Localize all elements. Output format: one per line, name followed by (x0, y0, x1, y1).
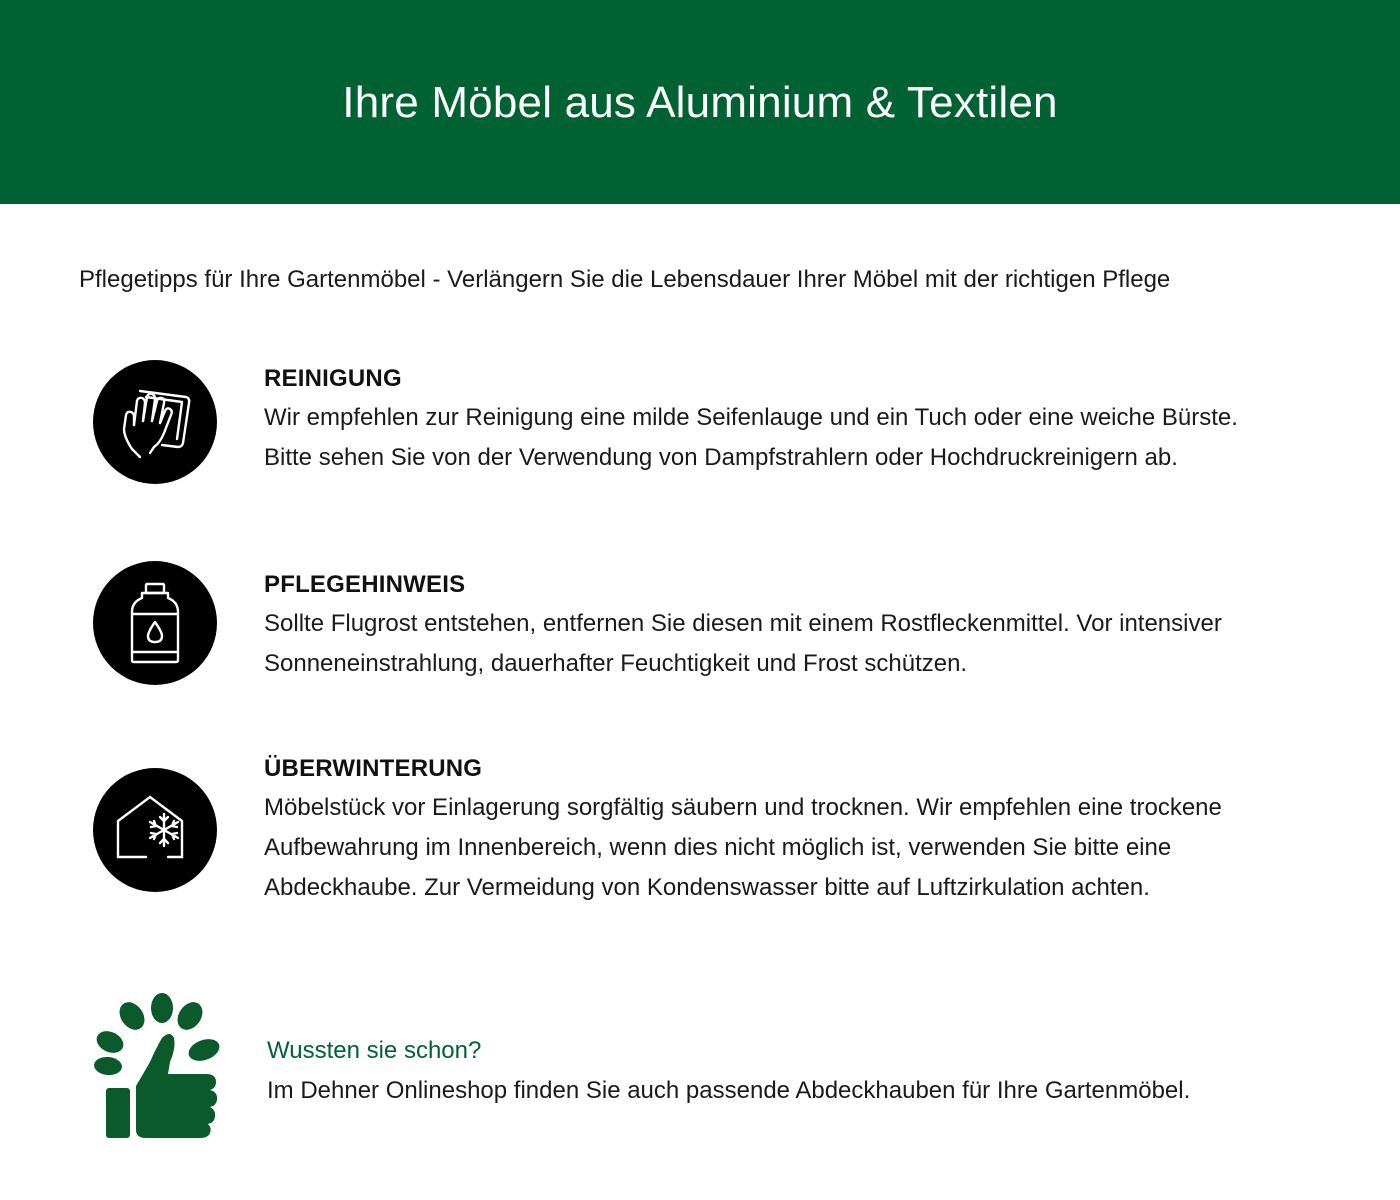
section-title: PFLEGEHINWEIS (264, 571, 466, 598)
section-title: ÜBERWINTERUNG (264, 755, 483, 782)
section-line: Möbelstück vor Einlagerung sorgfältig säubern und trocknen. Wir empfehlen eine trockene (264, 794, 1222, 821)
section-body (264, 398, 1364, 478)
tip-body: Im Dehner Onlineshop finden Sie auch passende Abdeckhauben für Ihre Gartenmöbel. (267, 1077, 1191, 1104)
section-line: Sonneneinstrahlung, dauerhafter Feuchtigkeit und Frost schützen. (264, 650, 968, 677)
section-title: REINIGUNG (264, 365, 402, 392)
section-body (264, 788, 1364, 908)
page-title: Ihre Möbel aus Aluminium & Textilen (342, 78, 1058, 127)
intro-text: Pflegetipps für Ihre Gartenmöbel - Verlängern Sie die Lebensdauer Ihrer Möbel mit der richtigen Pflege (79, 266, 1171, 293)
house-snowflake-icon (93, 768, 217, 892)
section-body (264, 604, 1364, 684)
tip-block (267, 1032, 1367, 1110)
care-bottle-icon (93, 561, 217, 685)
thumbs-up-leaves-icon (90, 990, 230, 1145)
cleaning-hand-cloth-icon (93, 360, 217, 484)
section-line: Aufbewahrung im Innenbereich, wenn dies nicht möglich ist, verwenden Sie bitte eine (264, 834, 1172, 861)
section-line: Abdeckhaube. Zur Vermeidung von Kondenswasser bitte auf Luftzirkulation achten. (264, 874, 1150, 901)
section-line: Bitte sehen Sie von der Verwendung von Dampfstrahlern oder Hochdruckreinigern ab. (264, 444, 1178, 471)
section-line: Wir empfehlen zur Reinigung eine milde Seifenlauge und ein Tuch oder eine weiche Bürste. (264, 404, 1238, 431)
tip-title: Wussten sie schon? (267, 1037, 482, 1064)
section-line: Sollte Flugrost entstehen, entfernen Sie diesen mit einem Rostfleckenmittel. Vor intensiver (264, 610, 1222, 637)
page-header (0, 0, 1400, 204)
